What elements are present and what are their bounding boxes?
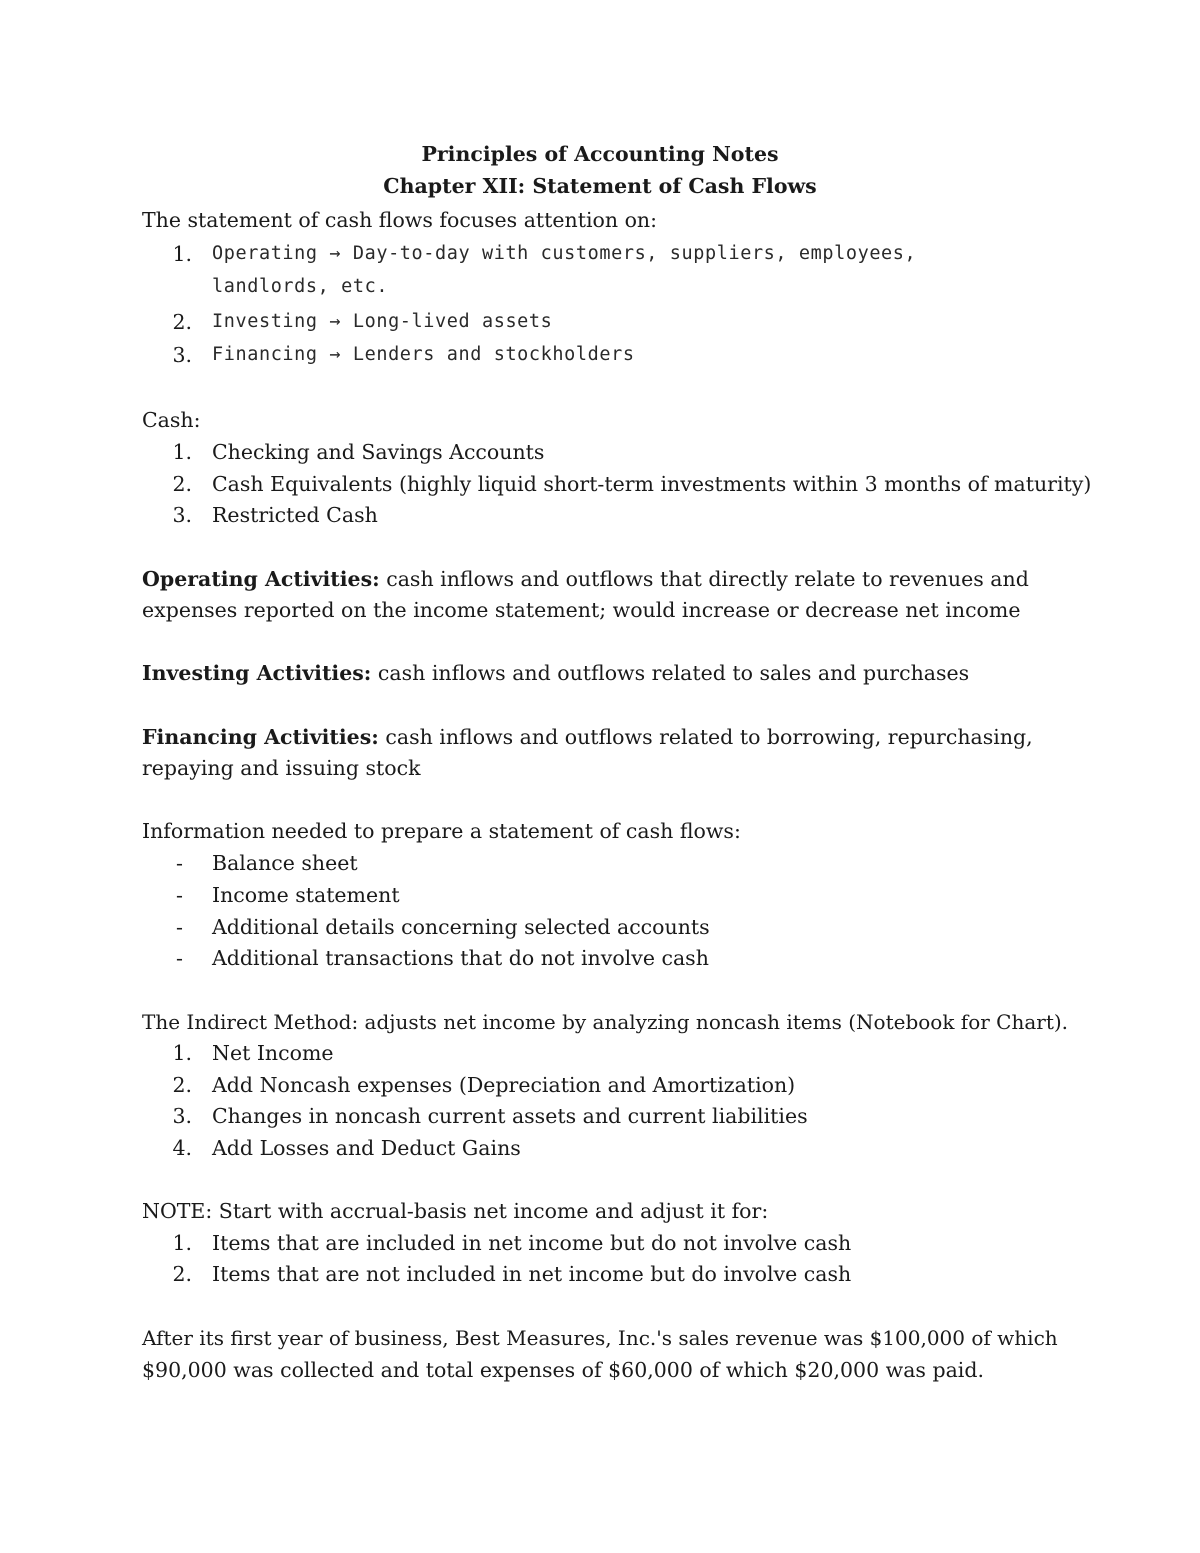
document-title: Principles of Accounting Notes xyxy=(421,142,779,166)
example-paragraph-line-2: $90,000 was collected and total expenses of $60,000 of which $20,000 was paid. xyxy=(142,1358,984,1382)
financing-text: cash inflows and outflows related to borrowing, repurchasing, xyxy=(378,725,1033,749)
bullet-dash: - xyxy=(176,851,183,875)
list-number: 2. xyxy=(172,1073,192,1097)
example-paragraph-line-1: After its first year of business, Best Measures, Inc.'s sales revenue was $100,000 of which xyxy=(142,1326,1058,1350)
list-item: Income statement xyxy=(212,883,400,907)
list-item: Financing → Lenders and stockholders xyxy=(212,344,635,365)
financing-term: Financing Activities: xyxy=(142,725,379,749)
list-item: Net Income xyxy=(212,1041,334,1065)
investing-text: cash inflows and outflows related to sales and purchases xyxy=(371,661,970,685)
list-number: 3. xyxy=(172,1104,192,1128)
bullet-dash: - xyxy=(176,946,183,970)
list-item: Cash Equivalents (highly liquid short-term investments within 3 months of maturity) xyxy=(212,472,1092,496)
bullet-dash: - xyxy=(176,883,183,907)
bullet-dash: - xyxy=(176,915,183,939)
list-number: 3. xyxy=(172,503,192,527)
list-item-continuation: landlords, etc. xyxy=(212,276,389,297)
list-item: Additional details concerning selected accounts xyxy=(212,915,710,939)
operating-definition xyxy=(142,566,1029,592)
chapter-title: Chapter XII: Statement of Cash Flows xyxy=(383,174,817,198)
list-item: Restricted Cash xyxy=(212,503,378,527)
list-number: 2. xyxy=(172,1262,192,1286)
list-item: Additional transactions that do not involve cash xyxy=(212,946,709,970)
list-item: Changes in noncash current assets and current liabilities xyxy=(212,1104,808,1128)
operating-text: cash inflows and outflows that directly relate to revenues and xyxy=(379,567,1029,591)
operating-term: Operating Activities: xyxy=(142,567,380,591)
list-item: Items that are not included in net income but do involve cash xyxy=(212,1262,852,1286)
financing-definition-continuation: repaying and issuing stock xyxy=(142,756,421,780)
operating-definition-continuation: expenses reported on the income statement; would increase or decrease net income xyxy=(142,598,1021,622)
cash-heading: Cash: xyxy=(142,408,201,432)
list-number: 2. xyxy=(172,472,192,496)
investing-definition xyxy=(142,660,969,686)
list-item: Items that are included in net income but do not involve cash xyxy=(212,1231,852,1255)
list-number: 1. xyxy=(172,1231,192,1255)
list-item: Add Losses and Deduct Gains xyxy=(212,1136,521,1160)
note-heading: NOTE: Start with accrual-basis net income and adjust it for: xyxy=(142,1199,769,1223)
list-item: Checking and Savings Accounts xyxy=(212,440,545,464)
list-item: Operating → Day-to-day with customers, suppliers, employees, xyxy=(212,243,917,264)
list-number: 1. xyxy=(172,1041,192,1065)
list-number: 2. xyxy=(172,310,192,334)
info-heading: Information needed to prepare a statement of cash flows: xyxy=(142,819,741,843)
list-number: 1. xyxy=(172,242,192,266)
list-number: 3. xyxy=(172,343,192,367)
list-item: Add Noncash expenses (Depreciation and Amortization) xyxy=(212,1073,796,1097)
list-number: 1. xyxy=(172,440,192,464)
list-item: Investing → Long-lived assets xyxy=(212,311,553,332)
intro-text: The statement of cash flows focuses attention on: xyxy=(142,208,658,232)
investing-term: Investing Activities: xyxy=(142,661,372,685)
list-item: Balance sheet xyxy=(212,851,358,875)
list-number: 4. xyxy=(172,1136,192,1160)
indirect-heading: The Indirect Method: adjusts net income by analyzing noncash items (Notebook for Chart). xyxy=(142,1010,1069,1034)
financing-definition xyxy=(142,724,1033,750)
